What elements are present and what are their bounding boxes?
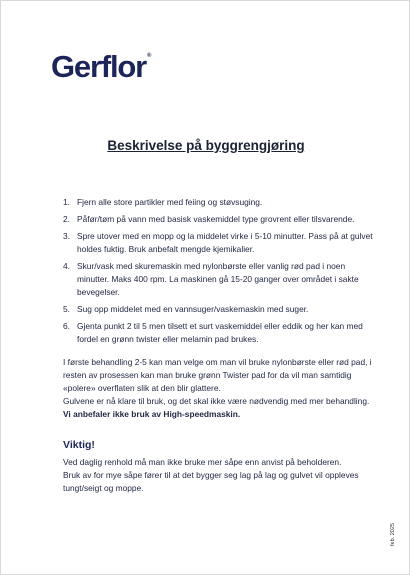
step-item — [63, 303, 373, 316]
paragraph-line: Bruk av for mye såpe fører til at det bygger seg lag på lag og gulvet vil oppleves tungt/seigt og moppe. — [63, 470, 359, 493]
cleaning-steps-list — [63, 196, 373, 350]
step-text: Sug opp middelet med en vannsuger/vaskemaskin med suger. — [77, 304, 309, 314]
document-date: feb. 2025 — [390, 523, 396, 546]
registered-mark: ® — [146, 53, 152, 59]
paragraph-line: Gulvene er nå klare til bruk, og det skal ikke være nødvendig med mer behandling. — [63, 396, 370, 406]
step-number: 1. — [63, 197, 70, 207]
recommendation-bold: Vi anbefaler ikke bruk av High-speedmaskin. — [63, 409, 241, 419]
paragraph-line: Ved daglig renhold må man ikke bruke mer såpe enn anvist på beholderen. — [63, 457, 342, 467]
step-item — [63, 230, 373, 256]
step-number: 3. — [63, 231, 70, 241]
step-item — [63, 260, 373, 299]
important-heading: Viktig! — [63, 439, 95, 451]
step-item — [63, 196, 373, 209]
gerflor-logo — [51, 51, 150, 82]
treatment-paragraph — [63, 356, 383, 421]
step-number: 2. — [63, 214, 70, 224]
step-number: 5. — [63, 304, 70, 314]
step-item — [63, 320, 373, 346]
paragraph-line: I første behandling 2-5 kan man velge om man vil bruke nylonbørste eller rød pad, i resten av prosessen kan man bruke grønn Twister pad for da vil man samtidig «polere» overflaten slik at den blir glattere. — [63, 357, 372, 393]
step-text: Skur/vask med skuremaskin med nylonbørste eller vanlig rød pad i noen minutter. Maks 400 rpm. La maskinen gå 15-20 ganger over området i sakte bevegelser. — [77, 261, 359, 297]
step-item — [63, 213, 373, 226]
logo-text: Gerflor — [51, 49, 146, 84]
step-text: Fjern alle store partikler med feiing og støvsuging. — [77, 197, 263, 207]
step-text: Gjenta punkt 2 til 5 men tilsett et surt vaskemiddel eller eddik og her kan med fordel en grønn twister eller melamin pad brukes. — [77, 321, 363, 344]
step-text: Påfør/tøm på vann med basisk vaskemiddel type grovrent eller tilsvarende. — [77, 214, 355, 224]
daily-cleaning-paragraph — [63, 456, 383, 495]
step-text: Spre utover med en mopp og la middelet virke i 5-10 minutter. Pass på at gulvet holdes fuktig. Bruk anbefalt mengde kjemikalier. — [77, 231, 373, 254]
step-number: 4. — [63, 261, 70, 271]
step-number: 6. — [63, 321, 70, 331]
document-title: Beskrivelse på byggrengjøring — [107, 138, 305, 153]
